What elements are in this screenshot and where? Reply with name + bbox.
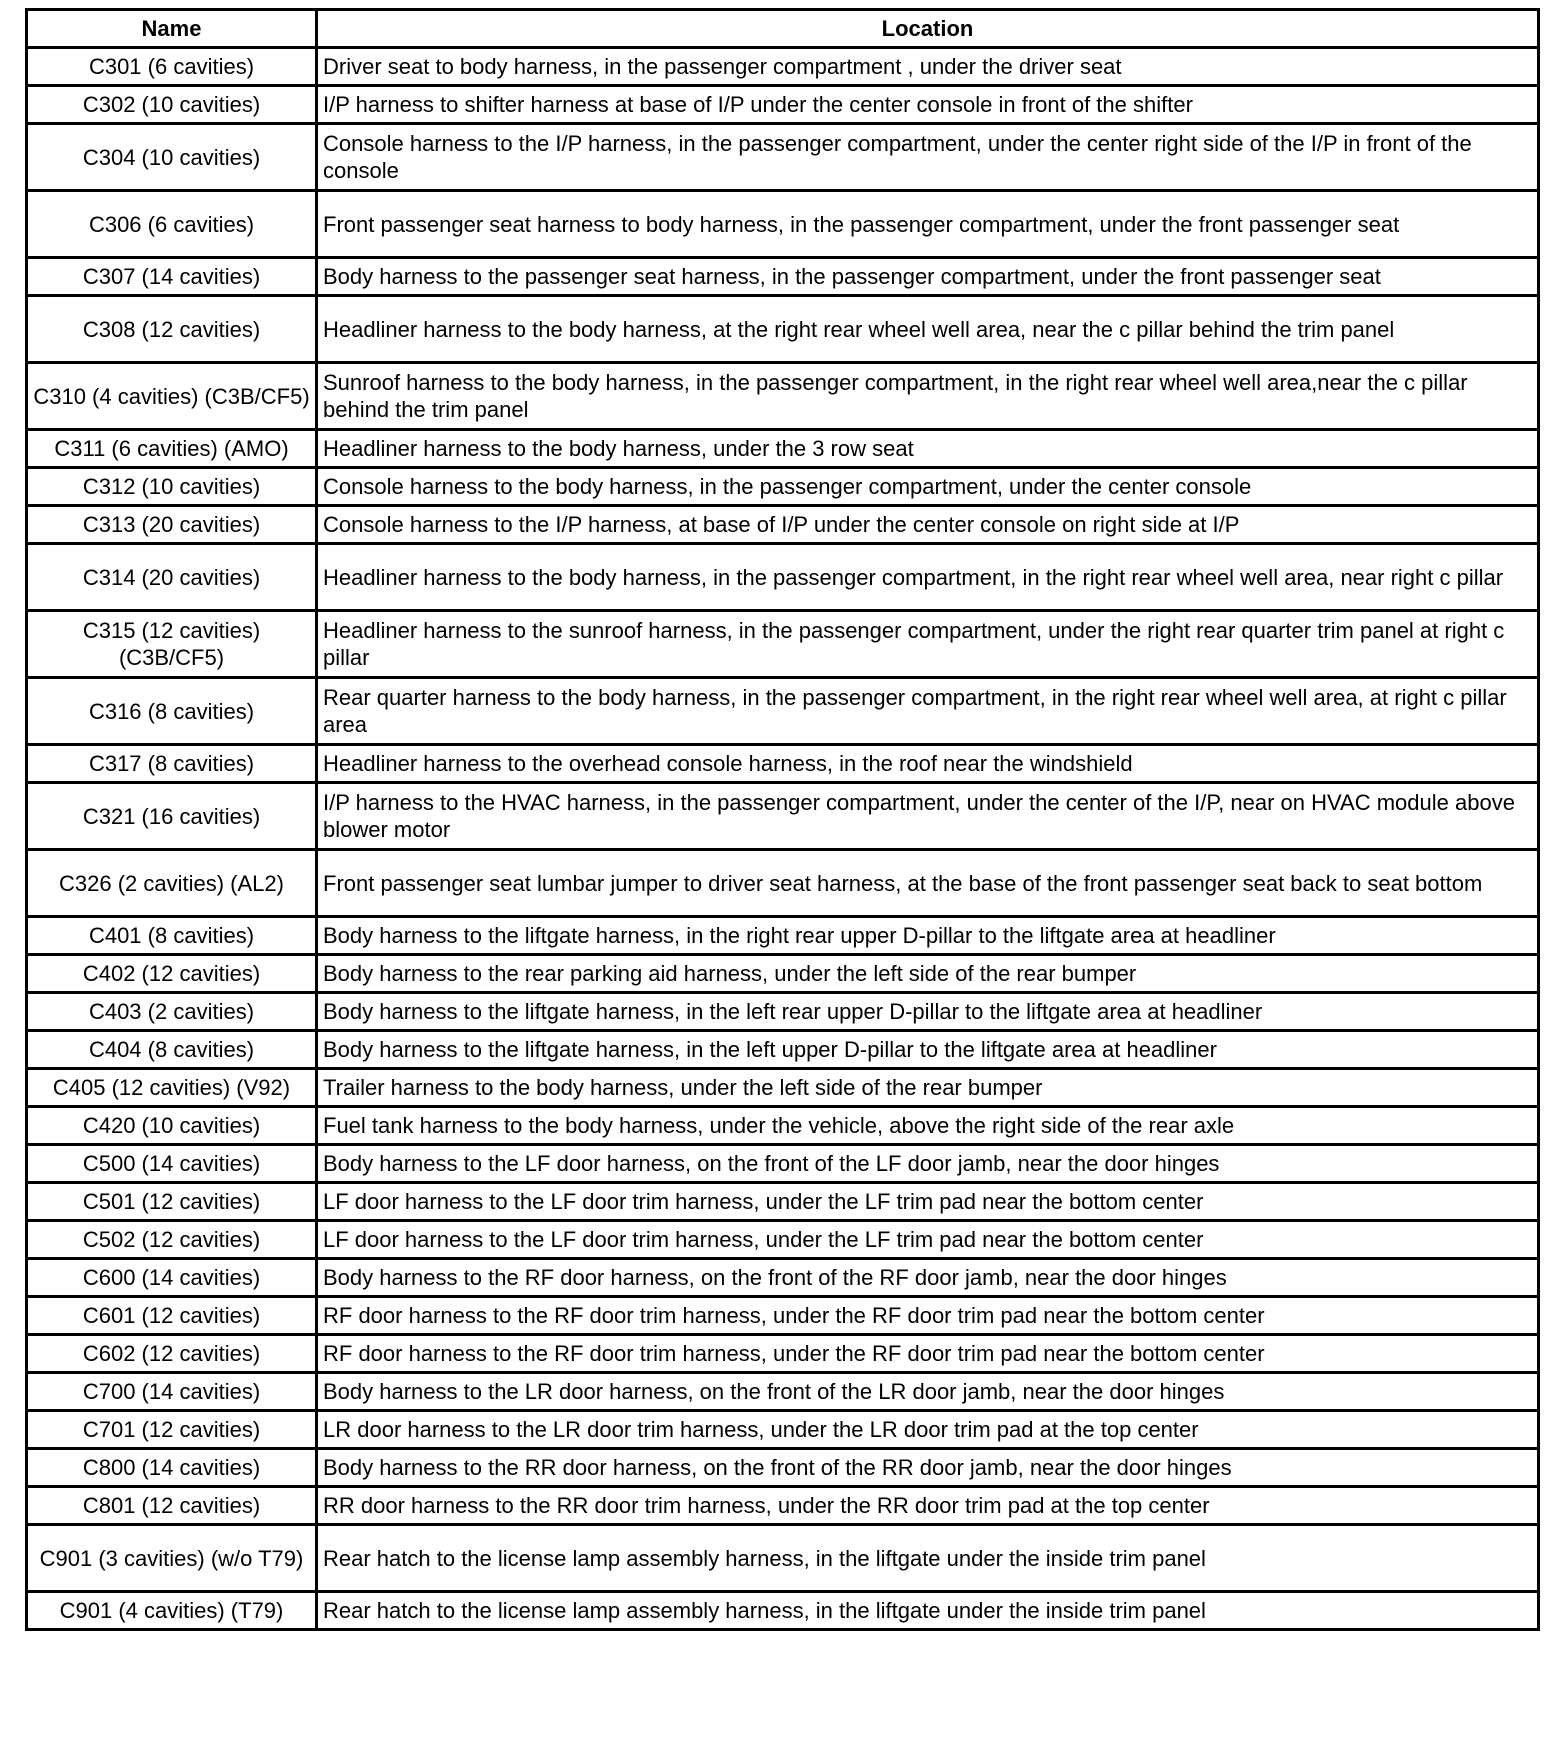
table-row xyxy=(27,363,1539,430)
connector-name: C404 (8 cavities) xyxy=(27,1031,317,1069)
table-row xyxy=(27,506,1539,544)
connector-location-table xyxy=(25,8,1540,1631)
connector-name: C315 (12 cavities) (C3B/CF5) xyxy=(27,611,317,678)
connector-name: C326 (2 cavities) (AL2) xyxy=(27,850,317,917)
connector-location: RR door harness to the RR door trim harness, under the RR door trim pad at the top center xyxy=(317,1487,1539,1525)
table-row xyxy=(27,1373,1539,1411)
table-row xyxy=(27,86,1539,124)
connector-name: C317 (8 cavities) xyxy=(27,745,317,783)
table-row xyxy=(27,1487,1539,1525)
connector-name: C316 (8 cavities) xyxy=(27,678,317,745)
connector-location: I/P harness to shifter harness at base of I/P under the center console in front of the shifter xyxy=(317,86,1539,124)
table-row xyxy=(27,1411,1539,1449)
connector-location: LF door harness to the LF door trim harness, under the LF trim pad near the bottom center xyxy=(317,1221,1539,1259)
table-row xyxy=(27,468,1539,506)
connector-location: Headliner harness to the body harness, at the right rear wheel well area, near the c pillar behind the trim panel xyxy=(317,296,1539,363)
connector-name: C302 (10 cavities) xyxy=(27,86,317,124)
connector-location: Body harness to the liftgate harness, in the right rear upper D-pillar to the liftgate area at headliner xyxy=(317,917,1539,955)
connector-location: Headliner harness to the overhead console harness, in the roof near the windshield xyxy=(317,745,1539,783)
connector-location: Sunroof harness to the body harness, in the passenger compartment, in the right rear wheel well area,near the c pillar behind the trim panel xyxy=(317,363,1539,430)
table-row xyxy=(27,1259,1539,1297)
table-row xyxy=(27,1069,1539,1107)
connector-name: C304 (10 cavities) xyxy=(27,124,317,191)
connector-location: Front passenger seat harness to body harness, in the passenger compartment, under the front passenger seat xyxy=(317,191,1539,258)
connector-name: C602 (12 cavities) xyxy=(27,1335,317,1373)
table-row xyxy=(27,258,1539,296)
connector-name: C500 (14 cavities) xyxy=(27,1145,317,1183)
table-row xyxy=(27,48,1539,86)
connector-location: Rear hatch to the license lamp assembly harness, in the liftgate under the inside trim panel xyxy=(317,1525,1539,1592)
connector-name: C402 (12 cavities) xyxy=(27,955,317,993)
table-row xyxy=(27,1107,1539,1145)
header-row xyxy=(27,10,1539,48)
connector-location: Rear quarter harness to the body harness, in the passenger compartment, in the right rear wheel well area, at right c pillar area xyxy=(317,678,1539,745)
connector-location: LR door harness to the LR door trim harness, under the LR door trim pad at the top center xyxy=(317,1411,1539,1449)
connector-name: C403 (2 cavities) xyxy=(27,993,317,1031)
connector-location: Console harness to the body harness, in the passenger compartment, under the center console xyxy=(317,468,1539,506)
connector-name: C700 (14 cavities) xyxy=(27,1373,317,1411)
table-row xyxy=(27,1525,1539,1592)
table-row xyxy=(27,1449,1539,1487)
table-row xyxy=(27,191,1539,258)
connector-location: Fuel tank harness to the body harness, under the vehicle, above the right side of the rear axle xyxy=(317,1107,1539,1145)
connector-location: Console harness to the I/P harness, in the passenger compartment, under the center right side of the I/P in front of the console xyxy=(317,124,1539,191)
table-row xyxy=(27,1183,1539,1221)
table-row xyxy=(27,955,1539,993)
connector-location: Body harness to the liftgate harness, in the left rear upper D-pillar to the liftgate area at headliner xyxy=(317,993,1539,1031)
connector-name: C901 (4 cavities) (T79) xyxy=(27,1592,317,1630)
table-row xyxy=(27,783,1539,850)
table-row xyxy=(27,745,1539,783)
connector-name: C306 (6 cavities) xyxy=(27,191,317,258)
connector-name: C311 (6 cavities) (AMO) xyxy=(27,430,317,468)
connector-location: Console harness to the I/P harness, at base of I/P under the center console on right side at I/P xyxy=(317,506,1539,544)
connector-location: RF door harness to the RF door trim harness, under the RF door trim pad near the bottom center xyxy=(317,1297,1539,1335)
connector-location: Body harness to the passenger seat harness, in the passenger compartment, under the front passenger seat xyxy=(317,258,1539,296)
table-row xyxy=(27,1031,1539,1069)
table-row xyxy=(27,1145,1539,1183)
connector-location: Body harness to the RR door harness, on the front of the RR door jamb, near the door hinges xyxy=(317,1449,1539,1487)
connector-name: C308 (12 cavities) xyxy=(27,296,317,363)
connector-name: C314 (20 cavities) xyxy=(27,544,317,611)
connector-location: Rear hatch to the license lamp assembly harness, in the liftgate under the inside trim panel xyxy=(317,1592,1539,1630)
connector-name: C801 (12 cavities) xyxy=(27,1487,317,1525)
connector-location: Headliner harness to the sunroof harness, in the passenger compartment, under the right rear quarter trim panel at right c pillar xyxy=(317,611,1539,678)
connector-name: C800 (14 cavities) xyxy=(27,1449,317,1487)
table-row xyxy=(27,850,1539,917)
connector-location: Body harness to the rear parking aid harness, under the left side of the rear bumper xyxy=(317,955,1539,993)
connector-location: Body harness to the LF door harness, on the front of the LF door jamb, near the door hinges xyxy=(317,1145,1539,1183)
table-row xyxy=(27,1592,1539,1630)
table-row xyxy=(27,124,1539,191)
table-row xyxy=(27,1335,1539,1373)
connector-name: C307 (14 cavities) xyxy=(27,258,317,296)
connector-name: C600 (14 cavities) xyxy=(27,1259,317,1297)
connector-location: Driver seat to body harness, in the passenger compartment , under the driver seat xyxy=(317,48,1539,86)
connector-name: C901 (3 cavities) (w/o T79) xyxy=(27,1525,317,1592)
connector-name: C420 (10 cavities) xyxy=(27,1107,317,1145)
table-row xyxy=(27,993,1539,1031)
table-row xyxy=(27,1221,1539,1259)
connector-name: C310 (4 cavities) (C3B/CF5) xyxy=(27,363,317,430)
connector-location: Trailer harness to the body harness, under the left side of the rear bumper xyxy=(317,1069,1539,1107)
table-row xyxy=(27,917,1539,955)
table-row xyxy=(27,1297,1539,1335)
connector-location: I/P harness to the HVAC harness, in the passenger compartment, under the center of the I/P, near on HVAC module above blower motor xyxy=(317,783,1539,850)
connector-name: C312 (10 cavities) xyxy=(27,468,317,506)
table-row xyxy=(27,296,1539,363)
location-header: Location xyxy=(317,10,1539,48)
connector-location: Front passenger seat lumbar jumper to driver seat harness, at the base of the front passenger seat back to seat bottom xyxy=(317,850,1539,917)
connector-location: LF door harness to the LF door trim harness, under the LF trim pad near the bottom center xyxy=(317,1183,1539,1221)
connector-name: C601 (12 cavities) xyxy=(27,1297,317,1335)
connector-location: Body harness to the liftgate harness, in the left upper D-pillar to the liftgate area at headliner xyxy=(317,1031,1539,1069)
connector-location: Headliner harness to the body harness, in the passenger compartment, in the right rear wheel well area, near right c pillar xyxy=(317,544,1539,611)
connector-location: Body harness to the RF door harness, on the front of the RF door jamb, near the door hinges xyxy=(317,1259,1539,1297)
connector-location: RF door harness to the RF door trim harness, under the RF door trim pad near the bottom center xyxy=(317,1335,1539,1373)
table-row xyxy=(27,430,1539,468)
connector-name: C321 (16 cavities) xyxy=(27,783,317,850)
connector-location: Headliner harness to the body harness, under the 3 row seat xyxy=(317,430,1539,468)
connector-name: C301 (6 cavities) xyxy=(27,48,317,86)
connector-name: C701 (12 cavities) xyxy=(27,1411,317,1449)
connector-name: C405 (12 cavities) (V92) xyxy=(27,1069,317,1107)
connector-name: C401 (8 cavities) xyxy=(27,917,317,955)
table-row xyxy=(27,544,1539,611)
connector-name: C502 (12 cavities) xyxy=(27,1221,317,1259)
table-row xyxy=(27,678,1539,745)
table-row xyxy=(27,611,1539,678)
connector-name: C501 (12 cavities) xyxy=(27,1183,317,1221)
connector-name: C313 (20 cavities) xyxy=(27,506,317,544)
name-header: Name xyxy=(27,10,317,48)
connector-location: Body harness to the LR door harness, on the front of the LR door jamb, near the door hinges xyxy=(317,1373,1539,1411)
